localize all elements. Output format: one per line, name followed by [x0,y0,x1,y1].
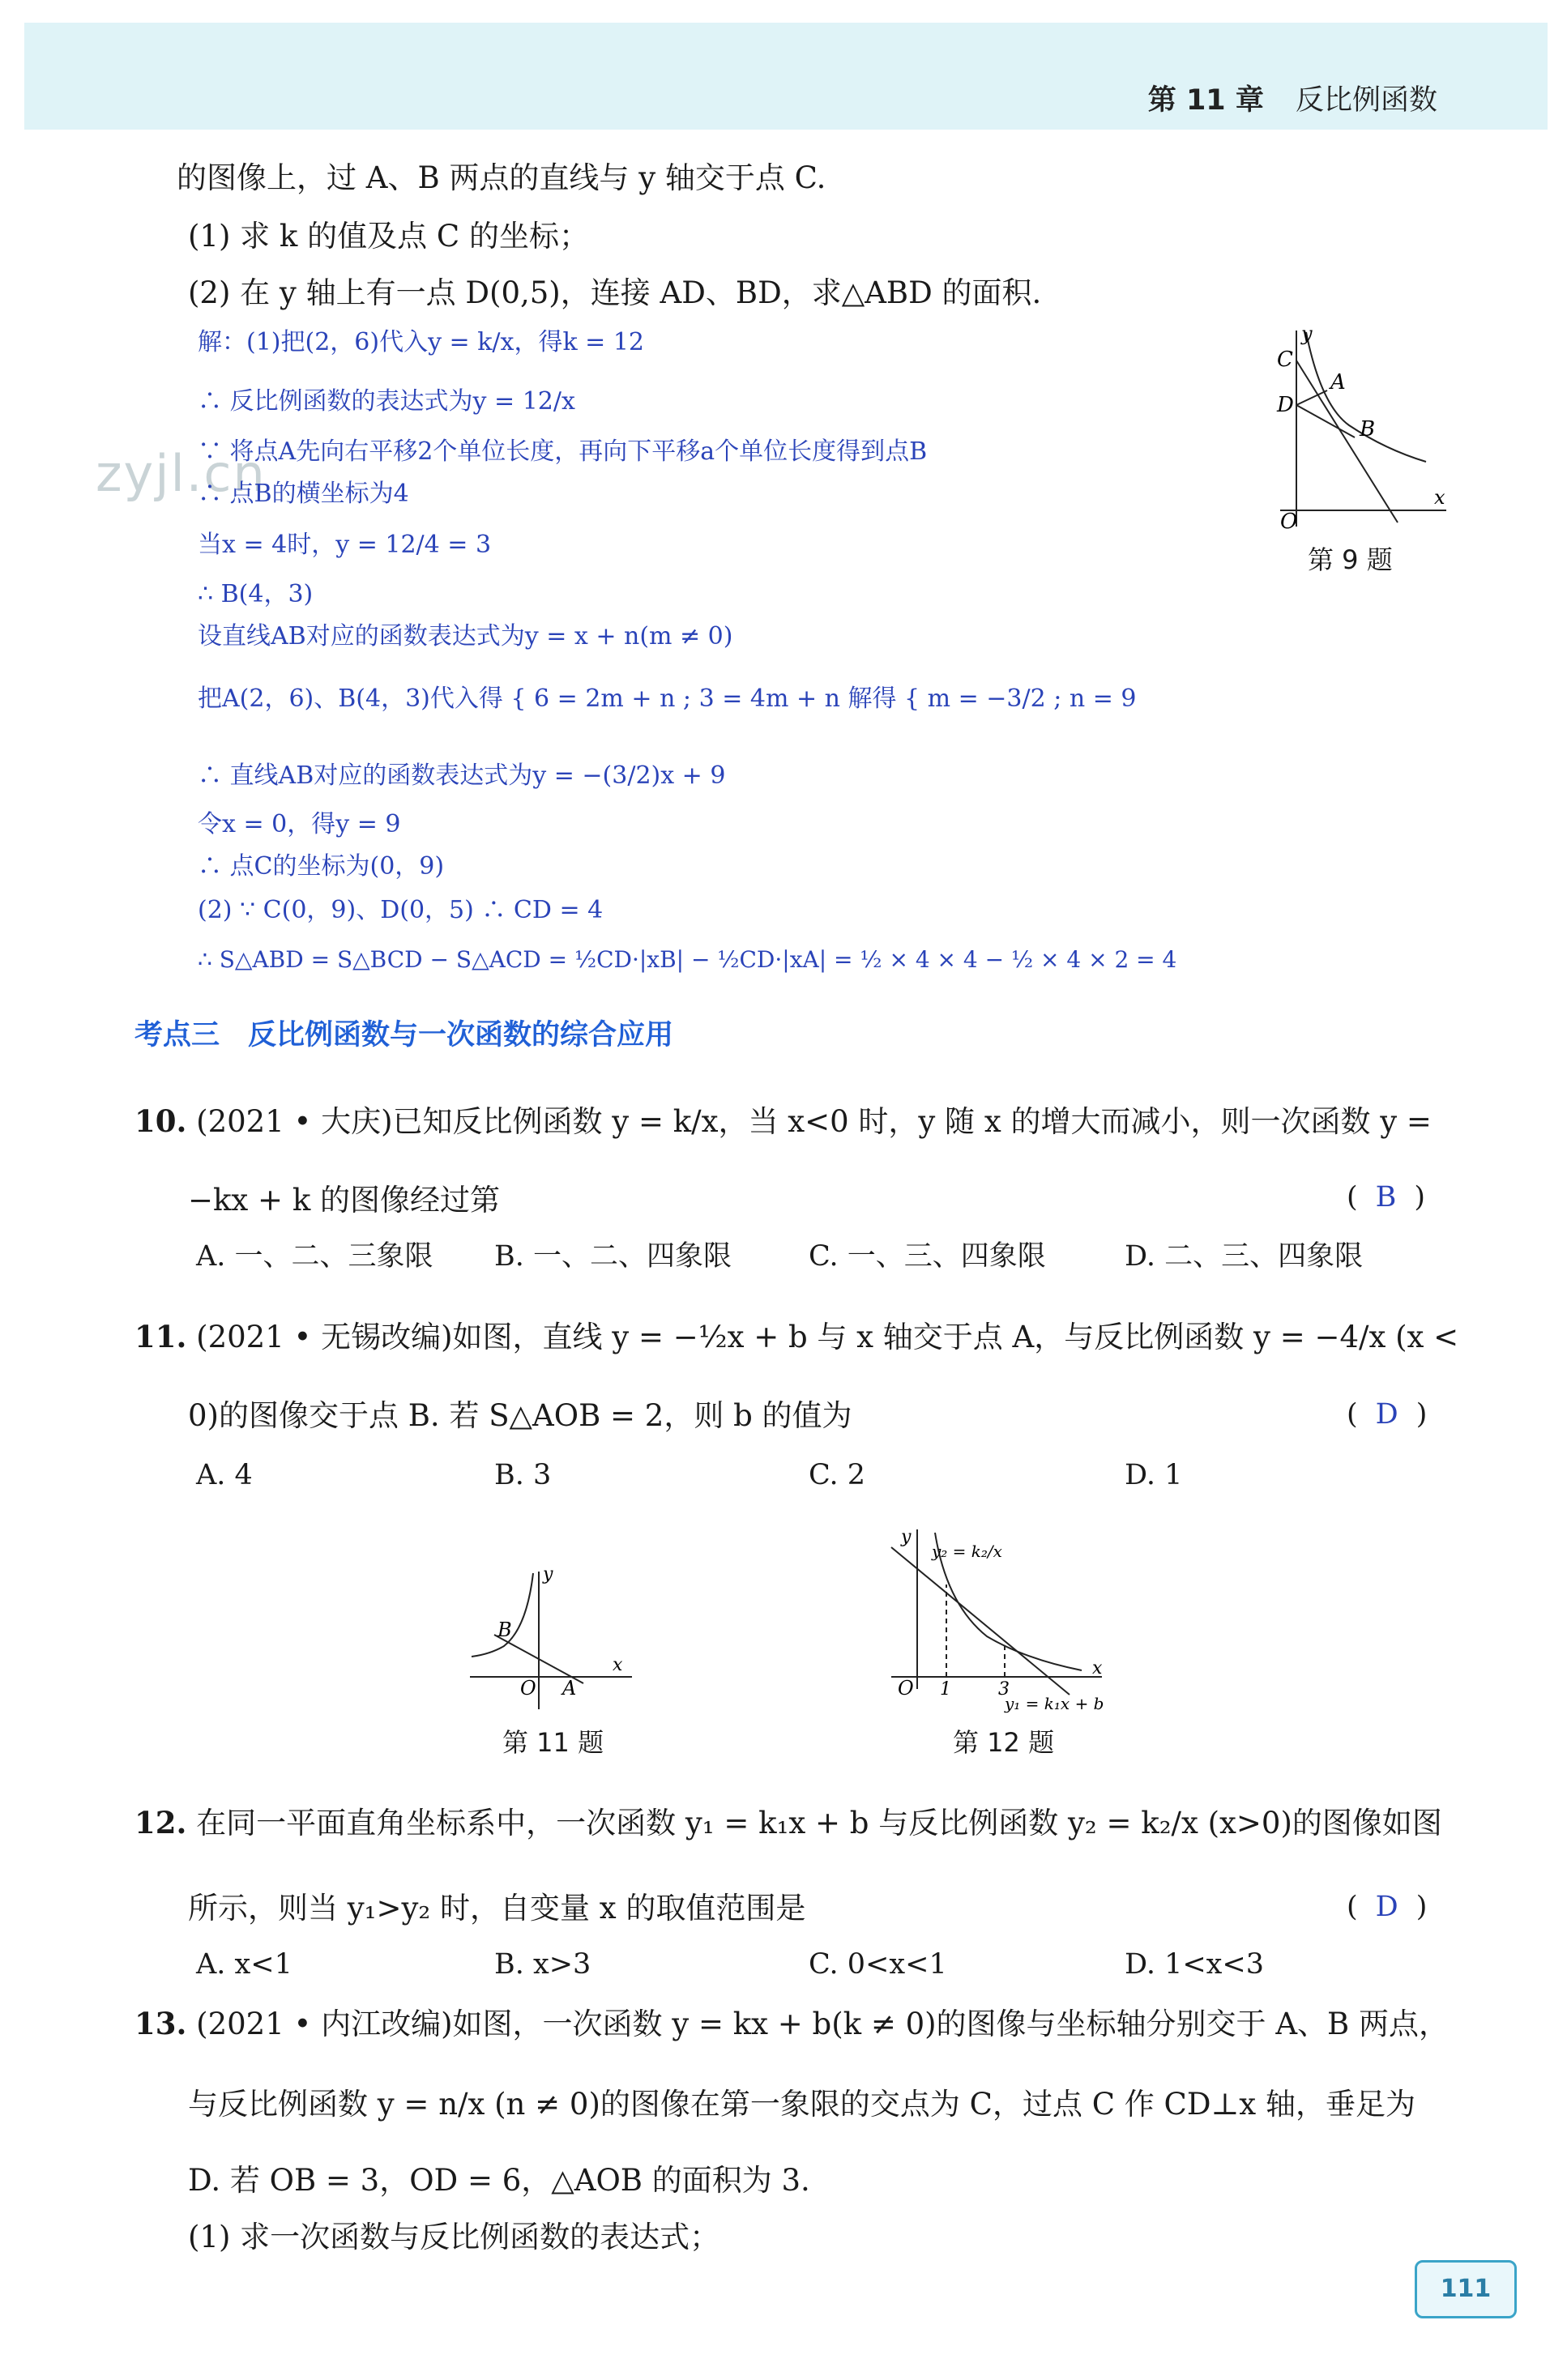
q12-label-x: x [1092,1658,1103,1678]
q12-option-b: B. x>3 [494,1948,591,1981]
running-header [1148,78,1437,118]
solution-line-7: 设直线AB对应的函数表达式为y = x + n(m ≠ 0) [198,622,733,650]
page-number: 111 [1415,2260,1517,2318]
q11-text-1: (2021 • 无锡改编)如图，直线 y = −½x + b 与 x 轴交于点 A，与反比例函数 y = −4/x (x < [196,1320,1459,1354]
q10-line1 [134,1103,1432,1140]
q9-line2: (1) 求 k 的值及点 C 的坐标； [188,219,589,254]
q10-number: 10. [134,1103,187,1139]
solution-line-2: ∴ 反比例函数的表达式为y = 12/x [198,387,575,416]
q12-label-y2: y₂ = k₂/x [932,1542,1002,1561]
q11-label-x: x [613,1655,623,1675]
section-heading: 考点三 反比例函数与一次函数的综合应用 [134,1019,674,1051]
q9-line1: 的图像上，过 A、B 两点的直线与 y 轴交于点 C. [177,160,826,195]
q9-fig-caption: 第 9 题 [1308,544,1393,575]
q9-line-ab [1296,360,1398,522]
q12-tick-3: 3 [998,1679,1010,1700]
q13-number: 13. [134,2006,187,2041]
chapter-label: 第 11 章 [1147,84,1264,117]
q11-option-c: C. 2 [809,1459,866,1491]
q11-number: 11. [134,1319,187,1354]
q13-text-1: (2021 • 内江改编)如图，一次函数 y = kx + b(k ≠ 0)的图像与坐标轴分别交于 A、B 两点， [196,2007,1449,2041]
q10-option-b: B. 一、二、四象限 [494,1240,732,1273]
solution-line-3: ∵ 将点A先向右平移2个单位长度，再向下平移a个单位长度得到点B [198,437,928,466]
q11-label-o: O [520,1677,536,1700]
q12-tick-1: 1 [940,1679,951,1700]
solution-line-8: 把A(2，6)、B(4，3)代入得 { 6 = 2m + n ; 3 = 4m + n 解得 { m = −3/2 ; n = 9 [198,685,1137,713]
q12-answer: ( D ) [1347,1891,1428,1923]
q12-option-c: C. 0<x<1 [809,1948,947,1981]
q11-option-b: B. 3 [494,1459,552,1491]
q9-label-b: B [1360,417,1376,441]
q11-hyperbola [472,1573,533,1657]
q9-segment-bd [1296,405,1355,437]
q11-label-b: B [497,1619,512,1641]
solution-line-13: ∴ S△ABD = S△BCD − S△ACD = ½CD·|xB| − ½CD·|xA| = ½ × 4 × 4 − ½ × 4 × 2 = 4 [198,946,1177,973]
q10-answer-value: B [1375,1181,1397,1213]
q9-label-c: C [1277,348,1293,372]
q12-figure [883,1515,1118,1717]
q9-line3: (2) 在 y 轴上有一点 D(0,5)，连接 AD、BD，求△ABD 的面积. [188,275,1042,310]
q11-option-a: A. 4 [196,1459,253,1491]
q12-fig-caption: 第 12 题 [953,1727,1055,1758]
q12-label-o: O [898,1677,914,1700]
q11-fig-caption: 第 11 题 [502,1727,604,1758]
solution-line-9: ∴ 直线AB对应的函数表达式为y = −(3/2)x + 9 [198,761,726,790]
q10-line2: −kx + k 的图像经过第 [188,1183,500,1218]
q11-label-a: A [562,1677,577,1700]
solution-line-10: 令x = 0，得y = 9 [198,810,401,838]
watermark: zyjl.cn [96,444,267,503]
solution-line-6: ∴ B(4，3) [198,580,314,608]
q10-answer: ( B ) [1347,1181,1426,1213]
q9-hyperbola [1306,332,1426,462]
q11-line2: 0)的图像交于点 B. 若 S△AOB = 2，则 b 的值为 [188,1398,852,1433]
q13-line2: 与反比例函数 y = n/x (n ≠ 0)的图像在第一象限的交点为 C，过点 C 作 CD⊥x 轴，垂足为 [188,2087,1415,2122]
q12-line2: 所示，则当 y₁>y₂ 时，自变量 x 的取值范围是 [188,1891,806,1926]
q10-option-d: D. 二、三、四象限 [1125,1240,1364,1273]
q12-answer-value: D [1375,1891,1398,1923]
q11-figure [462,1555,640,1717]
q11-label-y: y [543,1564,553,1585]
q12-label-y1: y₁ = k₁x + b [1005,1694,1104,1713]
chapter-title: 反比例函数 [1295,84,1437,117]
q10-option-c: C. 一、三、四象限 [809,1240,1046,1273]
q12-line1 [134,1805,1442,1841]
solution-line-1: 解：(1)把(2，6)代入y = k/x，得k = 12 [198,328,645,356]
q9-label-x: x [1434,486,1445,509]
q11-answer: ( D ) [1347,1398,1428,1431]
q11-option-d: D. 1 [1125,1459,1183,1491]
solution-line-11: ∴ 点C的坐标为(0，9) [198,852,445,881]
q9-label-o: O [1280,510,1298,534]
q11-line1 [134,1319,1458,1355]
q13-line4: (1) 求一次函数与反比例函数的表达式； [188,2220,720,2254]
solution-line-12: (2) ∵ C(0，9)、D(0，5) ∴ CD = 4 [198,896,604,924]
q9-label-d: D [1277,393,1294,417]
q13-line3: D. 若 OB = 3，OD = 6，△AOB 的面积为 3. [188,2163,810,2198]
q12-option-d: D. 1<x<3 [1125,1948,1264,1981]
q12-label-y: y [901,1527,912,1547]
q9-label-y: y [1301,322,1313,345]
q12-number: 12. [134,1805,187,1840]
q9-label-a: A [1330,370,1346,395]
q11-answer-value: D [1375,1398,1398,1431]
q9-figure [1264,316,1458,535]
solution-line-5: 当x = 4时，y = 12/4 = 3 [198,531,492,559]
solution-line-4: ∴ 点B的横坐标为4 [198,480,409,508]
q13-line1 [134,2006,1449,2042]
q12-option-a: A. x<1 [196,1948,292,1981]
q10-option-a: A. 一、二、三象限 [196,1240,433,1273]
q10-text-1: (2021 • 大庆)已知反比例函数 y = k/x，当 x<0 时，y 随 x 的增大而减小，则一次函数 y = [196,1104,1432,1139]
q12-text-1: 在同一平面直角坐标系中，一次函数 y₁ = k₁x + b 与反比例函数 y₂ = k₂/x (x>0)的图像如图 [196,1806,1442,1840]
